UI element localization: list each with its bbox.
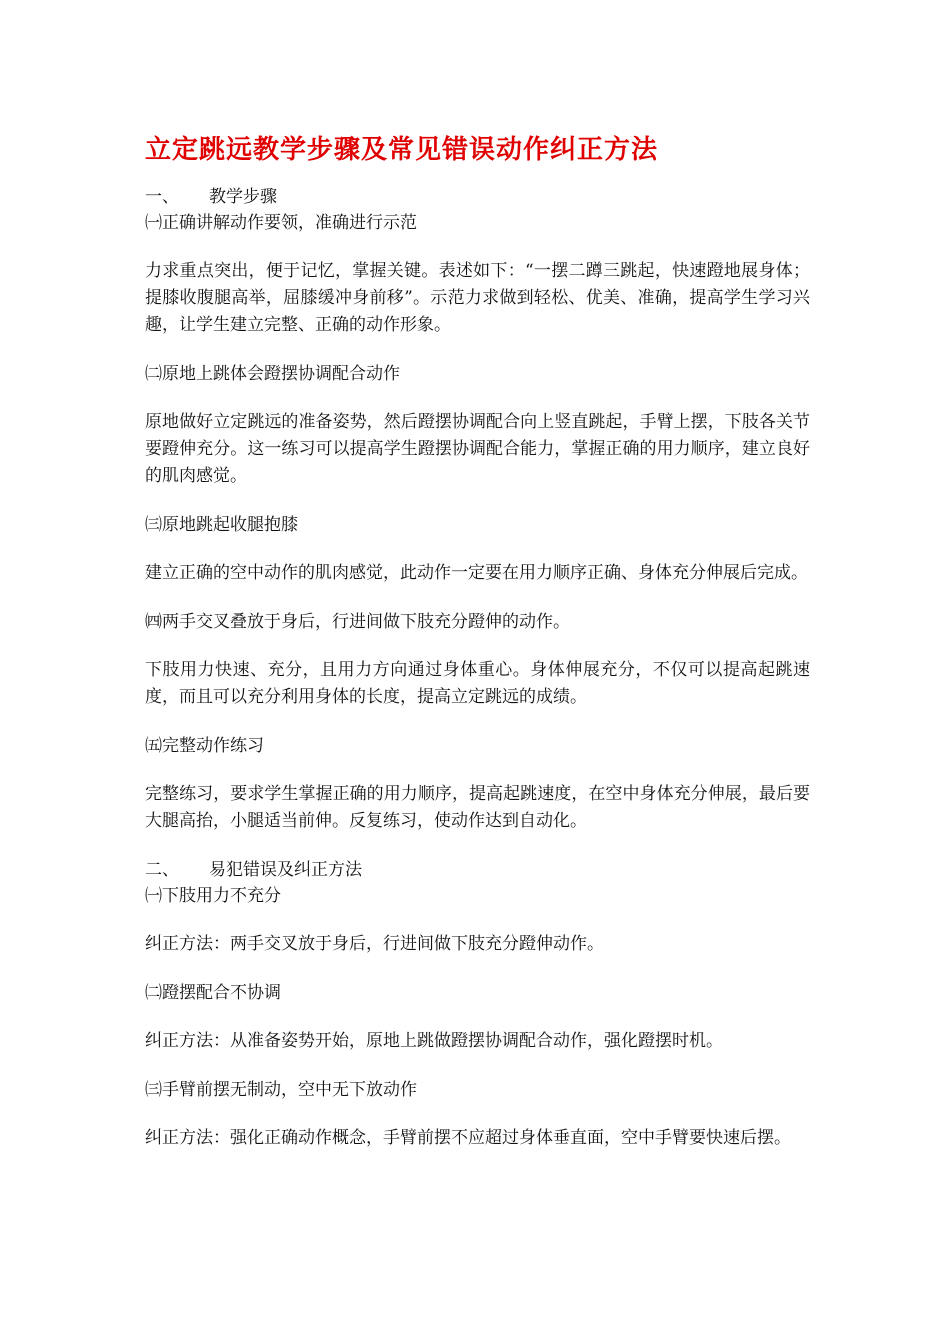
section-title: 易犯错误及纠正方法 — [209, 860, 362, 880]
item-paragraph: 纠正方法：从准备姿势开始，原地上跳做蹬摆协调配合动作，强化蹬摆时机。 — [145, 1031, 723, 1051]
item-heading: ㈠正确讲解动作要领，准确进行示范 — [145, 213, 417, 233]
section-heading — [145, 184, 810, 210]
section-teaching-steps — [145, 184, 810, 835]
section-title: 教学步骤 — [209, 187, 277, 207]
item-heading: ㈢手臂前摆无制动，空中无下放动作 — [145, 1080, 417, 1100]
item-paragraph: 建立正确的空中动作的肌肉感觉，此动作一定要在用力顺序正确、身体充分伸展后完成。 — [145, 563, 808, 583]
document-title: 立定跳远教学步骤及常见错误动作纠正方法 — [145, 135, 659, 165]
item-heading: ㈡蹬摆配合不协调 — [145, 983, 281, 1003]
item-heading: ㈡原地上跳体会蹬摆协调配合动作 — [145, 364, 400, 384]
section-number: 一、 — [145, 187, 179, 207]
item-heading: ㈠下肢用力不充分 — [145, 886, 281, 906]
item-paragraph: 完整练习，要求学生掌握正确的用力顺序，提高起跳速度，在空中身体充分伸展，最后要大腿高抬，小腿适当前伸。反复练习，使动作达到自动化。 — [145, 784, 810, 831]
section-errors-corrections — [145, 857, 810, 1152]
item-paragraph: 力求重点突出，便于记忆，掌握关键。表述如下：“一摆二蹲三跳起，快速蹬地展身体；提膝收腹腿高举，屈膝缓冲身前移”。示范力求做到轻松、优美、准确，提高学生学习兴趣，让学生建立完整、正确的动作形象。 — [145, 261, 810, 335]
item-heading: ㈣两手交叉叠放于身后，行进间做下肢充分蹬伸的动作。 — [145, 612, 570, 632]
document-page — [145, 130, 810, 1174]
section-heading — [145, 857, 810, 883]
item-paragraph: 纠正方法：强化正确动作概念，手臂前摆不应超过身体垂直面，空中手臂要快速后摆。 — [145, 1128, 791, 1148]
item-paragraph: 下肢用力快速、充分，且用力方向通过身体重心。身体伸展充分，不仅可以提高起跳速度，而且可以充分利用身体的长度，提高立定跳远的成绩。 — [145, 660, 810, 707]
item-heading: ㈤完整动作练习 — [145, 736, 264, 756]
section-number: 二、 — [145, 860, 179, 880]
item-heading: ㈢原地跳起收腿抱膝 — [145, 515, 298, 535]
item-paragraph: 原地做好立定跳远的准备姿势，然后蹬摆协调配合向上竖直跳起，手臂上摆，下肢各关节要蹬伸充分。这一练习可以提高学生蹬摆协调配合能力，掌握正确的用力顺序，建立良好的肌肉感觉。 — [145, 412, 810, 486]
item-paragraph: 纠正方法：两手交叉放于身后，行进间做下肢充分蹬伸动作。 — [145, 934, 604, 954]
